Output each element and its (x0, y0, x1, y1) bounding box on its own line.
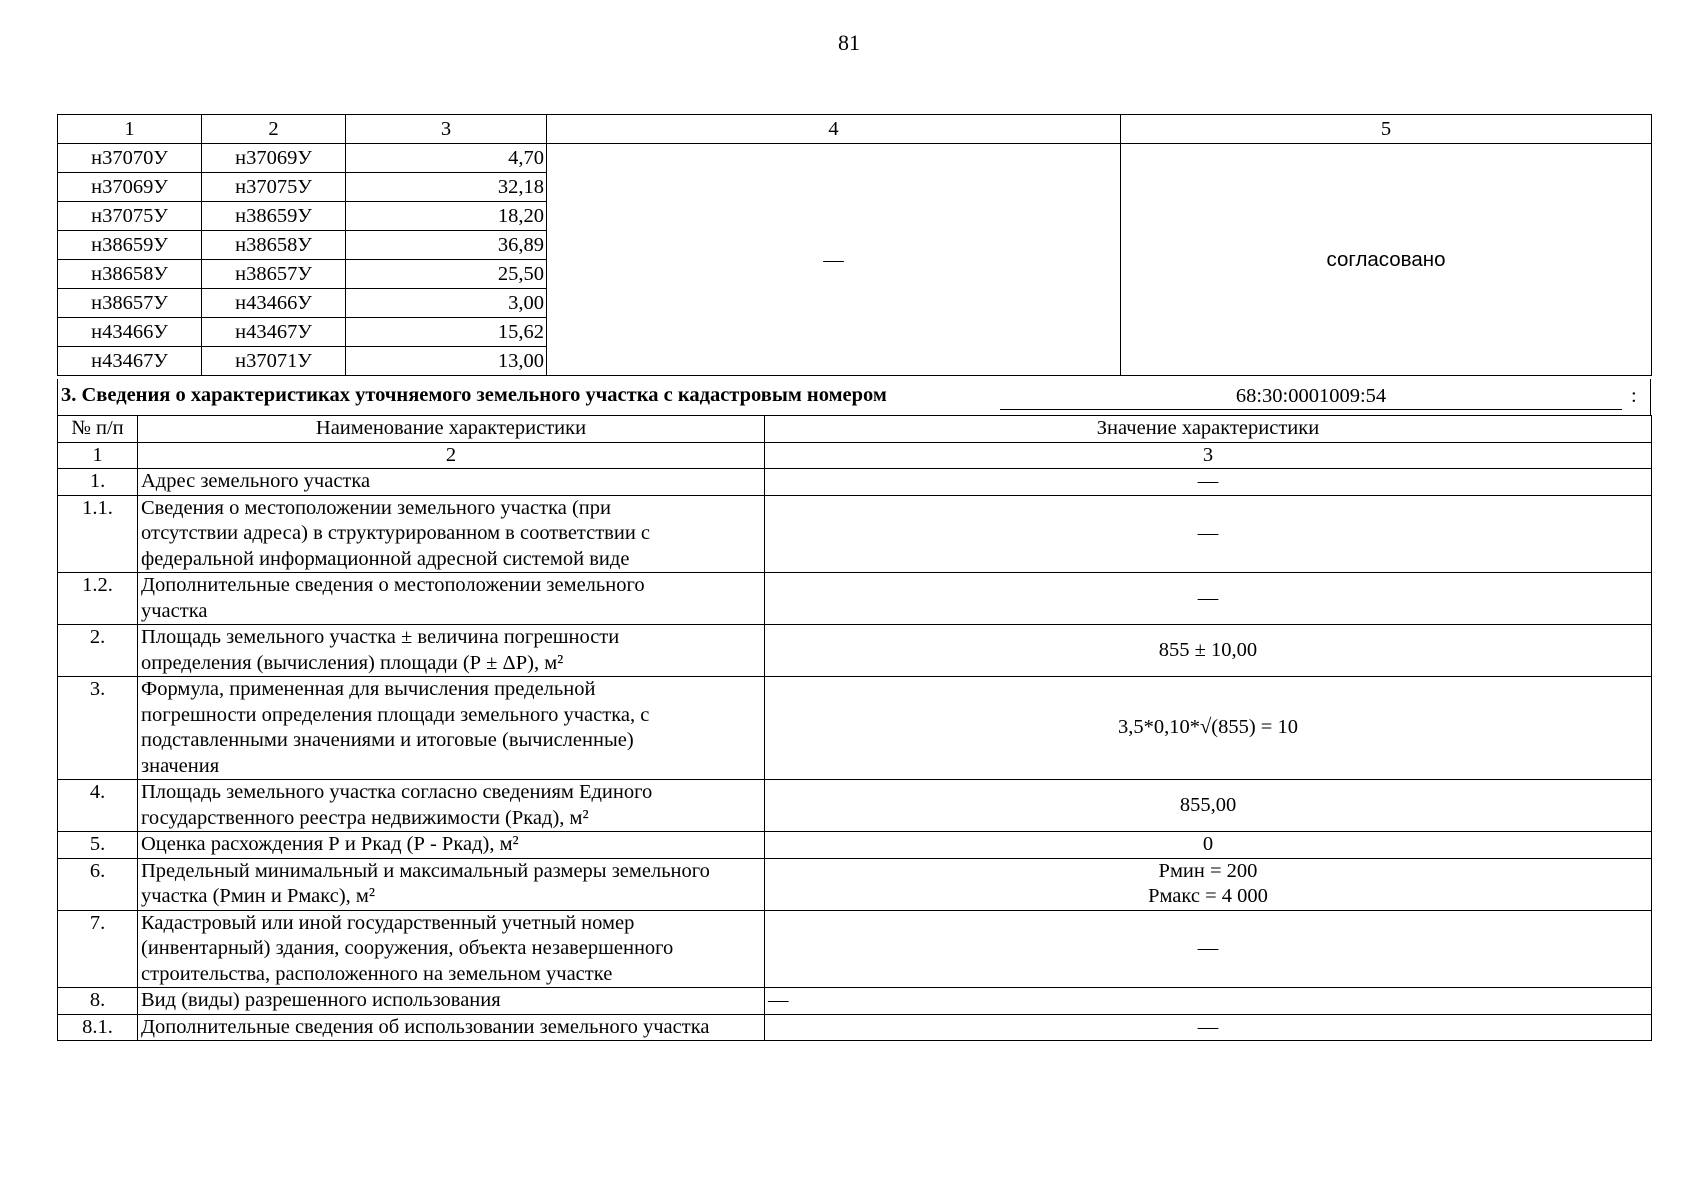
segment-to: н37075У (202, 173, 346, 202)
characteristic-row (58, 573, 1652, 625)
characteristic-name-line: Вид (виды) разрешенного использования (141, 989, 501, 1011)
subheader-num: 1 (58, 442, 138, 469)
characteristic-value-line: 0 (1202, 833, 1214, 855)
characteristic-value-line: 855 ± 10,00 (1158, 638, 1258, 661)
segment-from: н37070У (58, 144, 202, 173)
characteristic-name-line: погрешности определения площади земельного участка, с (141, 703, 650, 726)
segments-header-cell: 1 (58, 115, 202, 144)
characteristics-header-row (58, 416, 1652, 443)
characteristic-name-line: участка (141, 599, 208, 622)
characteristic-row (58, 910, 1652, 988)
characteristic-row (58, 625, 1652, 677)
characteristic-row (58, 858, 1652, 910)
section-colon: : (1631, 385, 1637, 407)
segments-header-cell: 3 (346, 115, 547, 144)
segment-to: н38659У (202, 202, 346, 231)
cadastral-number: 68:30:0001009:54 (1000, 383, 1622, 410)
characteristic-name-line: Дополнительные сведения об использовании земельного участка (141, 1015, 710, 1038)
characteristic-name-line: (инвентарный) здания, сооружения, объекта незавершенного (141, 937, 674, 959)
characteristic-row (58, 988, 1652, 1015)
characteristic-row (58, 1014, 1652, 1041)
segment-from: н38657У (58, 289, 202, 318)
segment-from: н43467У (58, 347, 202, 376)
characteristic-name (138, 1014, 765, 1041)
segment-from: н38659У (58, 231, 202, 260)
characteristic-name-line: Площадь земельного участка ± величина погрешности (141, 626, 620, 648)
segment-row (58, 144, 1652, 173)
segment-from: н37075У (58, 202, 202, 231)
page-number: 81 (838, 30, 860, 55)
header-num: № п/п (58, 416, 138, 443)
segment-length: 36,89 (346, 231, 547, 260)
characteristic-name-line: участка (Рмин и Рмакс), м² (141, 885, 376, 907)
section-3-heading (57, 379, 1651, 415)
segments-header-row (58, 115, 1652, 144)
characteristic-value-line: — (768, 989, 789, 1011)
characteristic-value (765, 677, 1652, 780)
segment-to: н43466У (202, 289, 346, 318)
characteristic-name-line: Оценка расхождения Р и Ркад (Р - Ркад), м² (141, 833, 519, 855)
segment-length: 4,70 (346, 144, 547, 173)
characteristic-value (765, 832, 1652, 859)
characteristic-number: 5. (58, 832, 138, 859)
segments-table (57, 114, 1652, 376)
segment-length: 32,18 (346, 173, 547, 202)
characteristic-name (138, 677, 765, 780)
characteristic-name-line: Адрес земельного участка (141, 470, 371, 492)
segments-header-cell: 2 (202, 115, 346, 144)
characteristic-number: 7. (58, 910, 138, 988)
section-title: 3. Сведения о характеристиках уточняемого земельного участка с кадастровым номером (61, 384, 887, 406)
characteristic-number: 8. (58, 988, 138, 1015)
characteristic-name-line: значения (141, 754, 220, 777)
segment-from: н38658У (58, 260, 202, 289)
characteristic-name-line: строительства, расположенного на земельном участке (141, 962, 613, 985)
characteristic-name (138, 988, 765, 1015)
segment-length: 18,20 (346, 202, 547, 231)
characteristic-number: 2. (58, 625, 138, 677)
segment-length: 25,50 (346, 260, 547, 289)
characteristic-name (138, 832, 765, 859)
characteristic-value-line: — (1197, 586, 1219, 609)
characteristic-value (765, 495, 1652, 573)
characteristic-name (138, 495, 765, 573)
segment-to: н37069У (202, 144, 346, 173)
header-name: Наименование характеристики (138, 416, 765, 443)
characteristic-name-line: Сведения о местоположении земельного участка (при (141, 496, 611, 519)
characteristic-number: 6. (58, 858, 138, 910)
characteristic-name-line: Предельный минимальный и максимальный размеры земельного (141, 859, 710, 882)
characteristic-name-line: Формула, примененная для вычисления предельной (141, 678, 596, 700)
segment-to: н38657У (202, 260, 346, 289)
characteristic-name-line: отсутствии адреса) в структурированном в соответствии с (141, 522, 651, 544)
characteristic-value (765, 910, 1652, 988)
characteristic-value-line: — (1197, 522, 1219, 544)
characteristics-table (57, 415, 1652, 1041)
segment-col4-value: — (547, 144, 1121, 376)
characteristic-name-line: Площадь земельного участка согласно сведениям Единого (141, 781, 653, 803)
characteristic-number: 1.1. (58, 495, 138, 573)
characteristic-name-line: государственного реестра недвижимости (Ркад), м² (141, 806, 589, 829)
characteristic-value (765, 1014, 1652, 1041)
characteristic-number: 1. (58, 469, 138, 496)
characteristic-value (765, 780, 1652, 832)
segment-length: 3,00 (346, 289, 547, 318)
characteristic-value-line: — (1197, 1015, 1219, 1038)
characteristic-name-line: Дополнительные сведения о местоположении земельного (141, 574, 645, 596)
characteristic-row (58, 832, 1652, 859)
header-value: Значение характеристики (765, 416, 1652, 443)
characteristic-row (58, 677, 1652, 780)
characteristic-value-line: — (1197, 937, 1219, 959)
subheader-value: 3 (765, 442, 1652, 469)
characteristic-number: 4. (58, 780, 138, 832)
characteristic-row (58, 469, 1652, 496)
segment-from: н43466У (58, 318, 202, 347)
characteristic-number: 8.1. (58, 1014, 138, 1041)
characteristic-value (765, 858, 1652, 910)
segment-approval-status: согласовано (1121, 144, 1652, 376)
subheader-name: 2 (138, 442, 765, 469)
characteristic-name (138, 858, 765, 910)
characteristic-name (138, 573, 765, 625)
characteristic-value-line: 3,5*0,10*√(855) = 10 (1118, 716, 1298, 739)
characteristic-value (765, 988, 1652, 1015)
segment-to: н43467У (202, 318, 346, 347)
characteristic-name (138, 625, 765, 677)
characteristic-value (765, 469, 1652, 496)
characteristic-value (765, 573, 1652, 625)
segment-from: н37069У (58, 173, 202, 202)
characteristic-name-line: определения (вычисления) площади (Р ± ΔР), м² (141, 651, 564, 674)
characteristic-name (138, 910, 765, 988)
segments-header-cell: 5 (1121, 115, 1652, 144)
characteristic-row (58, 780, 1652, 832)
segment-to: н38658У (202, 231, 346, 260)
characteristic-name-line: Кадастровый или иной государственный учетный номер (141, 911, 635, 934)
segment-to: н37071У (202, 347, 346, 376)
characteristic-value-line: Рмин = 200 (1158, 859, 1258, 882)
characteristic-row (58, 495, 1652, 573)
characteristic-number: 3. (58, 677, 138, 780)
characteristic-name-line: федеральной информационной адресной системой виде (141, 547, 630, 570)
characteristic-value-line: Рмакс = 4 000 (1148, 885, 1268, 907)
segment-length: 13,00 (346, 347, 547, 376)
characteristic-value (765, 625, 1652, 677)
characteristics-subheader-row (58, 442, 1652, 469)
characteristic-name-line: подставленными значениями и итоговые (вычисленные) (141, 729, 634, 751)
segment-length: 15,62 (346, 318, 547, 347)
characteristic-value-line: 855,00 (1179, 793, 1237, 816)
characteristic-name (138, 469, 765, 496)
characteristic-number: 1.2. (58, 573, 138, 625)
segments-header-cell: 4 (547, 115, 1121, 144)
characteristic-value-line: — (1197, 470, 1219, 492)
characteristic-name (138, 780, 765, 832)
